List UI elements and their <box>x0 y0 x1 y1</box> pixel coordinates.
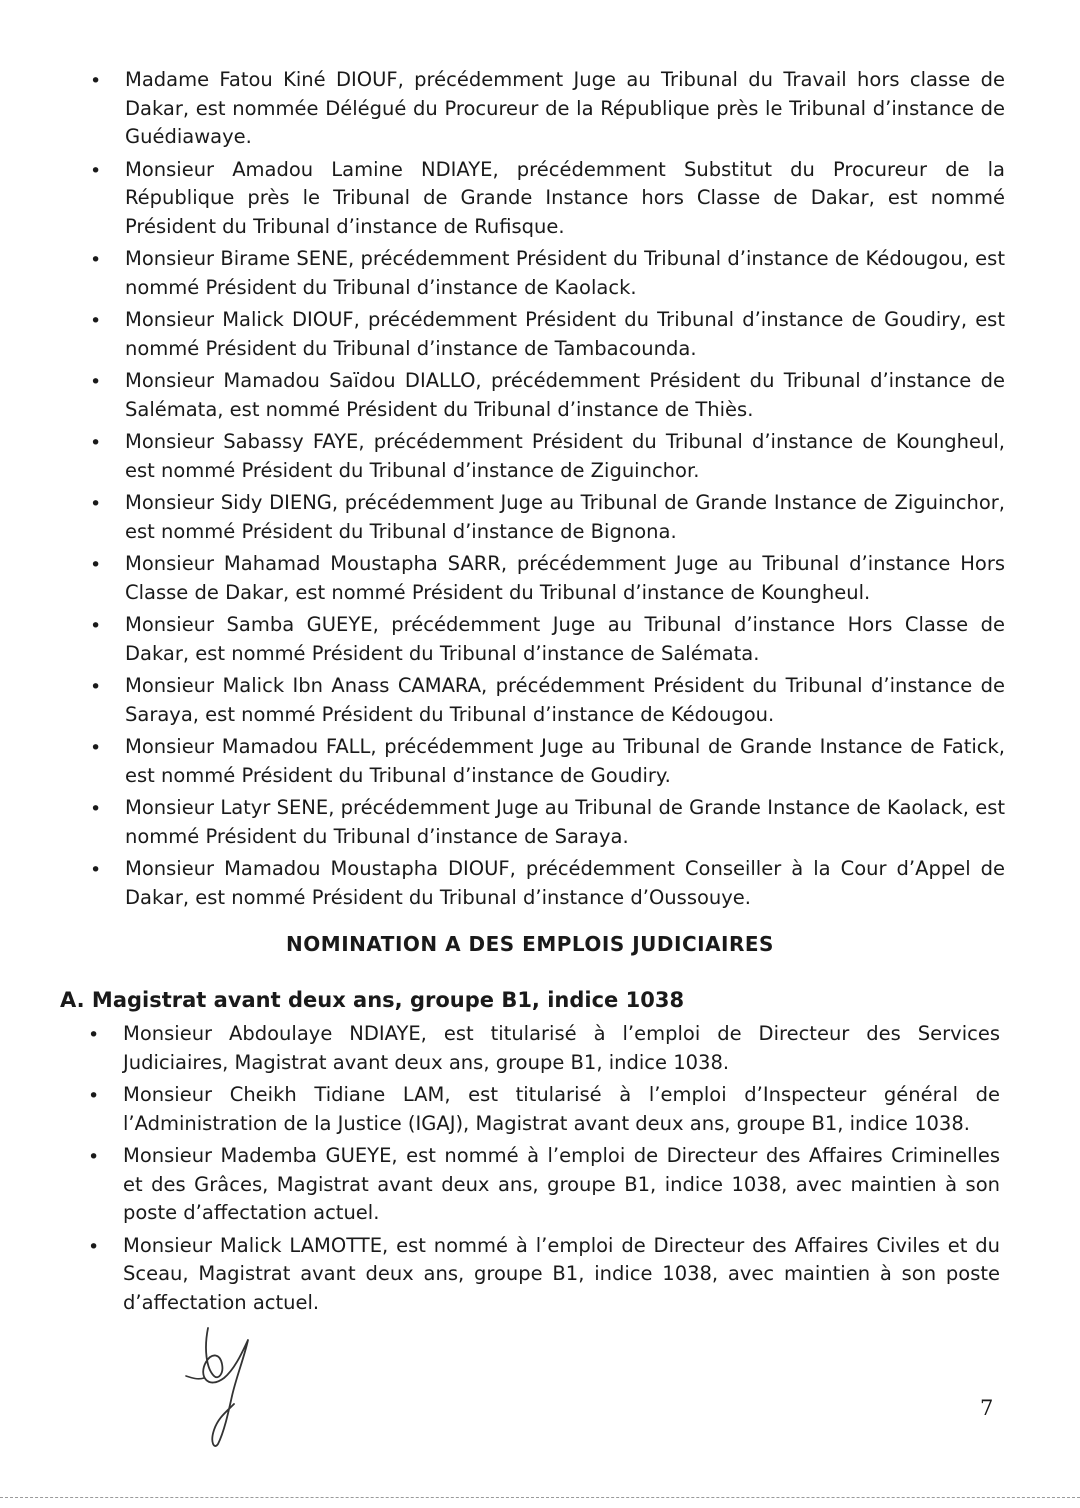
list-item <box>88 1081 1000 1138</box>
nomination-text: Monsieur Latyr SENE, précédemment Juge au Tribunal de Grande Instance de Kaolack, est nommé Président du Tribunal d’instance de Saraya. <box>125 796 1005 848</box>
nomination-text: Monsieur Mahamad Moustapha SARR, précédemment Juge au Tribunal d’instance Hors Classe de Dakar, est nommé Président du Tribunal d’instance de Koungheul. <box>125 552 1005 604</box>
list-item <box>90 245 1005 302</box>
list-item <box>90 611 1005 668</box>
nominations-list <box>90 66 1005 916</box>
b1-nominations-list <box>88 1020 1000 1321</box>
bullet-icon: • <box>88 1085 100 1107</box>
nomination-text: Monsieur Malick LAMOTTE, est nommé à l’emploi de Directeur des Affaires Civiles et du Sceau, Magistrat avant deux ans, groupe B1, indice 1038, avec maintien à son poste d’affectation actuel. <box>123 1233 1000 1314</box>
list-item <box>90 733 1005 790</box>
bullet-icon: • <box>90 310 102 332</box>
nomination-text: Monsieur Cheikh Tidiane LAM, est titularisé à l’emploi d’Inspecteur général de l’Administration de la Justice (IGAJ), Magistrat avant deux ans, groupe B1, indice 1038. <box>123 1083 1000 1135</box>
list-item <box>90 855 1005 912</box>
bullet-icon: • <box>90 249 102 271</box>
bullet-icon: • <box>90 371 102 393</box>
list-item <box>90 367 1005 424</box>
bullet-icon: • <box>90 432 102 454</box>
handwritten-signature <box>178 1318 288 1453</box>
list-item <box>88 1232 1000 1318</box>
nomination-text: Monsieur Sidy DIENG, précédemment Juge au Tribunal de Grande Instance de Ziguinchor, est nommé Président du Tribunal d’instance de Bignona. <box>125 491 1005 543</box>
bullet-icon: • <box>90 859 102 881</box>
page-number: 7 <box>980 1396 994 1420</box>
list-item <box>90 156 1005 242</box>
bullet-icon: • <box>90 737 102 759</box>
subsection-heading: A. Magistrat avant deux ans, groupe B1, indice 1038 <box>60 988 685 1012</box>
list-item <box>90 489 1005 546</box>
list-item <box>88 1142 1000 1228</box>
bullet-icon: • <box>88 1024 100 1046</box>
list-item <box>88 1020 1000 1077</box>
bullet-icon: • <box>90 676 102 698</box>
nomination-text: Monsieur Mamadou Saïdou DIALLO, précédemment Président du Tribunal d’instance de Salémata, est nommé Président du Tribunal d’instance de Thiès. <box>125 369 1005 421</box>
nomination-text: Monsieur Amadou Lamine NDIAYE, précédemment Substitut du Procureur de la République près le Tribunal de Grande Instance hors Classe de Dakar, est nommé Président du Tribunal d’instance de Rufisque. <box>125 157 1005 238</box>
list-item <box>90 794 1005 851</box>
list-item <box>90 66 1005 152</box>
list-item <box>90 428 1005 485</box>
nomination-text: Monsieur Malick DIOUF, précédemment Président du Tribunal d’instance de Goudiry, est nommé Président du Tribunal d’instance de Tambacounda. <box>125 308 1005 360</box>
bullet-icon: • <box>88 1146 100 1168</box>
bullet-icon: • <box>90 493 102 515</box>
nomination-text: Monsieur Mamadou Moustapha DIOUF, précédemment Conseiller à la Cour d’Appel de Dakar, est nommé Président du Tribunal d’instance d’Oussouye. <box>125 857 1005 909</box>
list-item <box>90 550 1005 607</box>
bullet-icon: • <box>90 615 102 637</box>
bullet-icon: • <box>90 554 102 576</box>
bullet-icon: • <box>88 1235 100 1258</box>
nomination-text: Monsieur Birame SENE, précédemment Président du Tribunal d’instance de Kédougou, est nommé Président du Tribunal d’instance de Kaolack. <box>125 247 1005 299</box>
bullet-icon: • <box>90 798 102 820</box>
nomination-text: Monsieur Abdoulaye NDIAYE, est titularisé à l’emploi de Directeur des Services Judiciaires, Magistrat avant deux ans, groupe B1, indice 1038. <box>123 1022 1000 1074</box>
nomination-text: Monsieur Mamadou FALL, précédemment Juge au Tribunal de Grande Instance de Fatick, est nommé Président du Tribunal d’instance de Goudiry. <box>125 735 1005 787</box>
list-item <box>90 672 1005 729</box>
nomination-text: Madame Fatou Kiné DIOUF, précédemment Juge au Tribunal du Travail hors classe de Dakar, est nommée Délégué du Procureur de la République près le Tribunal d’instance de Guédiawaye. <box>125 68 1005 148</box>
bullet-icon: • <box>90 159 102 182</box>
section-title: NOMINATION A DES EMPLOIS JUDICIAIRES <box>286 932 774 956</box>
nomination-text: Monsieur Mademba GUEYE, est nommé à l’emploi de Directeur des Affaires Criminelles et des Grâces, Magistrat avant deux ans, groupe B1, indice 1038, avec maintien à son poste d’affectation actuel. <box>123 1144 1000 1224</box>
nomination-text: Monsieur Malick Ibn Anass CAMARA, précédemment Président du Tribunal d’instance de Saraya, est nommé Président du Tribunal d’instance de Kédougou. <box>125 674 1005 726</box>
list-item <box>90 306 1005 363</box>
nomination-text: Monsieur Samba GUEYE, précédemment Juge au Tribunal d’instance Hors Classe de Dakar, est nommé Président du Tribunal d’instance de Salémata. <box>125 613 1005 665</box>
nomination-text: Monsieur Sabassy FAYE, précédemment Président du Tribunal d’instance de Koungheul, est nommé Président du Tribunal d’instance de Ziguinchor. <box>125 430 1005 482</box>
bullet-icon: • <box>90 70 102 92</box>
bottom-divider <box>0 1497 1080 1498</box>
